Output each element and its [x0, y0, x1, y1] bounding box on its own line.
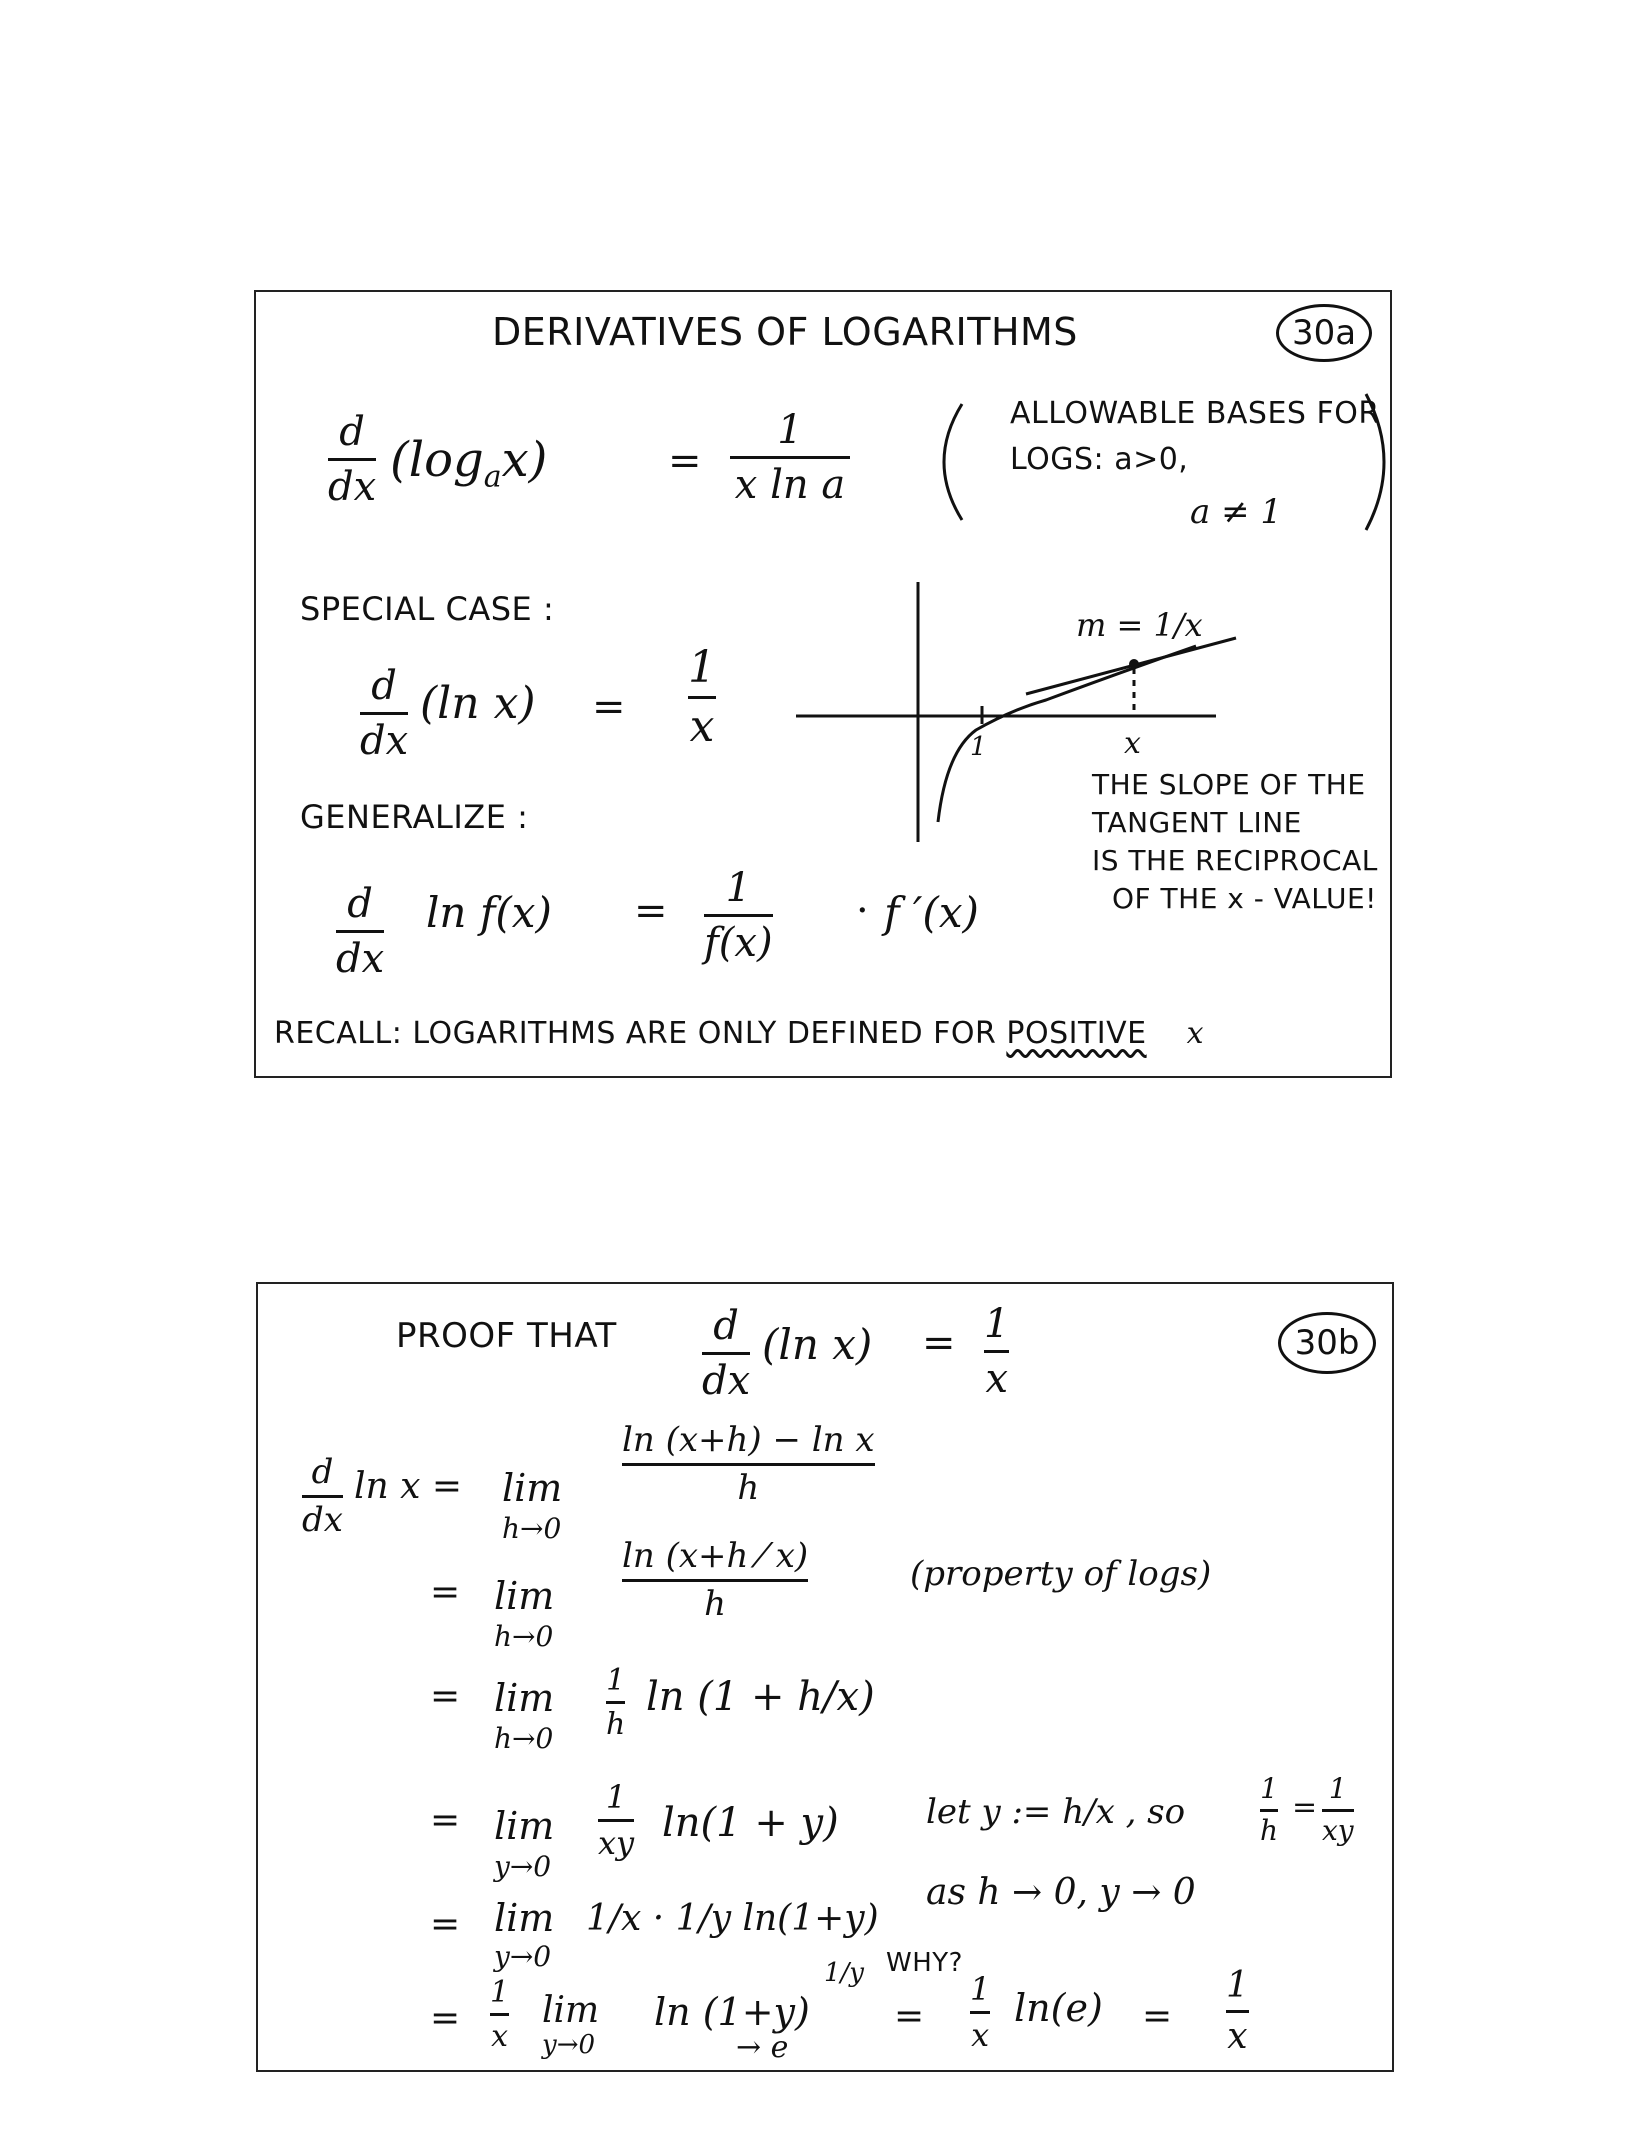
line4-lim-sub: y→0	[494, 1850, 552, 1883]
slide-badge: 30b	[1278, 1312, 1376, 1374]
line3-lim-sub: h→0	[494, 1722, 554, 1755]
equals-sign: =	[668, 438, 702, 484]
line6-lim-sub: y→0	[542, 2030, 596, 2060]
line6-expr: ln (1+y)	[654, 1990, 810, 2034]
tick-one: 1	[970, 732, 987, 762]
left-paren-icon	[932, 402, 972, 522]
title-derivative-operator: d dx	[702, 1303, 751, 1404]
substitution-note: let y := h/x , so	[926, 1792, 1186, 1832]
title-result: 1 x	[984, 1301, 1010, 1402]
slope-label: m = 1/x	[1076, 606, 1203, 644]
proof-title: PROOF THAT	[396, 1316, 617, 1356]
positive-emphasis: POSITIVE	[1006, 1016, 1147, 1051]
general-derivative-operator: d dx	[336, 881, 385, 982]
line4-eq: =	[430, 1800, 461, 1841]
limit-note: as h → 0, y → 0	[926, 1872, 1196, 1913]
log-expression: $(\log_ax)$	[390, 432, 548, 495]
line3-lim: lim	[494, 1676, 555, 1720]
special-case-label: SPECIAL CASE :	[300, 590, 555, 628]
line6-lim: lim	[542, 1990, 600, 2031]
line2-eq: =	[430, 1572, 461, 1613]
line3-expr: ln (1 + h/x)	[646, 1674, 875, 1720]
why-note: WHY?	[886, 1948, 963, 1978]
line1-lim-sub: h→0	[502, 1512, 562, 1545]
slide-badge: 30a	[1276, 304, 1372, 362]
slope-note-line4: OF THE x - VALUE!	[1112, 882, 1377, 915]
line6-result-frac: 1 x	[970, 1970, 991, 2055]
line6-eq3: =	[1142, 1996, 1173, 2037]
equals-sign: =	[592, 684, 626, 730]
slope-note-line3: IS THE RECIPROCAL	[1092, 844, 1378, 877]
note-one-over-h: 1 h	[1260, 1772, 1279, 1847]
line5-lim: lim	[494, 1896, 555, 1940]
line4-lim: lim	[494, 1804, 555, 1848]
line5-eq: =	[430, 1904, 461, 1945]
special-result: 1 x	[688, 642, 716, 753]
right-paren-icon	[1362, 392, 1402, 532]
line6-eq: =	[430, 1998, 461, 2039]
slide-30a	[254, 290, 1392, 1078]
equals-sign: =	[922, 1320, 956, 1366]
ln-f-expression: ln f(x)	[426, 888, 552, 937]
line1-lim: lim	[502, 1466, 563, 1510]
general-result-fraction: 1 f(x)	[704, 865, 773, 966]
note-one-over-xy: 1 xy	[1322, 1772, 1354, 1847]
f-prime-expression: f ′(x)	[884, 888, 979, 937]
line3-eq: =	[430, 1676, 461, 1717]
line2-quotient: ln (x+h ⁄ x) h	[622, 1536, 809, 1625]
line6-eq2: =	[894, 1996, 925, 2037]
line6-exponent: 1/y	[824, 1958, 864, 1988]
bases-note-line2: LOGS: a>0,	[1010, 442, 1189, 477]
tick-x: x	[1124, 726, 1141, 761]
line1-difference-quotient: ln (x+h) − ln x h	[622, 1420, 875, 1509]
line2-lim-sub: h→0	[494, 1620, 554, 1653]
line2-note: (property of logs)	[910, 1554, 1212, 1594]
special-derivative-operator: d dx	[360, 663, 409, 764]
slope-note-line2: TANGENT LINE	[1092, 806, 1302, 839]
multiply-dot: ·	[856, 888, 869, 934]
line6-tends-to-e: → e	[736, 2030, 789, 2065]
slope-note-line1: THE SLOPE OF THE	[1092, 768, 1366, 801]
line4-expr: ln(1 + y)	[662, 1800, 839, 1846]
tangent-point	[1129, 659, 1139, 669]
line3-one-over-h: 1 h	[606, 1663, 626, 1742]
line5-expr: 1/x · 1/y ln(1+y)	[586, 1898, 879, 1939]
bases-note-line1: ALLOWABLE BASES FOR	[1010, 396, 1380, 431]
slide-30b	[256, 1282, 1394, 2072]
line6-ln-e: ln(e)	[1014, 1986, 1103, 2030]
line4-one-over-xy: 1 xy	[598, 1778, 635, 1863]
line5-lim-sub: y→0	[494, 1940, 552, 1973]
line6-one-over-x: 1 x	[490, 1975, 510, 2054]
line2-lim: lim	[494, 1574, 555, 1618]
derivative-operator: d dx	[328, 409, 377, 510]
generalize-label: GENERALIZE :	[300, 798, 529, 836]
ln-x-expression: (ln x)	[420, 678, 536, 729]
line1-lhs: ln x =	[354, 1466, 463, 1507]
slide-title: DERIVATIVES OF LOGARITHMS	[492, 310, 1078, 354]
log-derivative-result: 1 x ln a	[730, 408, 850, 507]
equals-sign: =	[634, 888, 668, 934]
final-result: 1 x	[1226, 1965, 1249, 2057]
recall-note: RECALL: LOGARITHMS ARE ONLY DEFINED FOR POSITIVE x	[274, 1016, 1205, 1051]
note-eq: =	[1292, 1790, 1318, 1825]
line1-derivative-operator: d dx	[302, 1452, 343, 1541]
title-ln-x: (ln x)	[762, 1320, 873, 1369]
bases-note-line3: a ≠ 1	[1190, 492, 1283, 532]
